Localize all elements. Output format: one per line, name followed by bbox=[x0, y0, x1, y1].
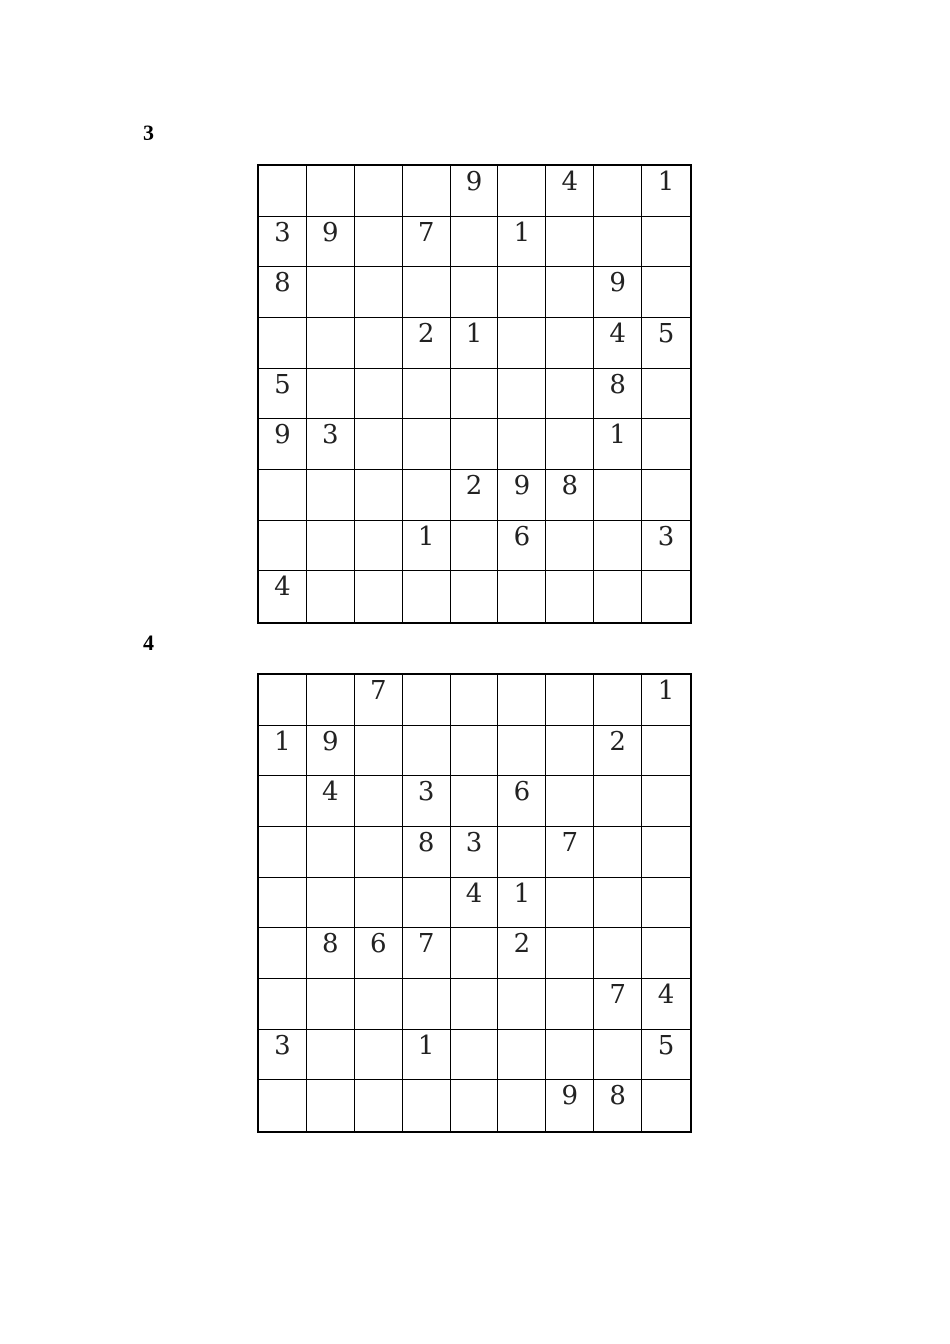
sudoku-cell bbox=[307, 419, 355, 470]
sudoku-cell bbox=[259, 878, 307, 929]
sudoku-cell bbox=[546, 776, 594, 827]
sudoku-cell bbox=[355, 267, 403, 318]
sudoku-cell bbox=[642, 1030, 690, 1081]
sudoku-cell bbox=[307, 217, 355, 268]
cell-digit: 6 bbox=[369, 929, 387, 960]
sudoku-cell bbox=[498, 571, 546, 622]
cell-digit: 7 bbox=[609, 980, 626, 1010]
sudoku-cell bbox=[594, 928, 642, 979]
sudoku-cell bbox=[355, 419, 403, 470]
sudoku-cell bbox=[642, 776, 690, 827]
sudoku-cell bbox=[259, 166, 307, 217]
sudoku-cell bbox=[546, 1030, 594, 1081]
sudoku-cell bbox=[307, 1030, 355, 1081]
cell-digit: 7 bbox=[417, 217, 435, 248]
sudoku-cell bbox=[498, 1080, 546, 1131]
cell-digit: 2 bbox=[513, 929, 531, 960]
sudoku-cell bbox=[546, 521, 594, 572]
cell-digit: 4 bbox=[274, 572, 291, 603]
sudoku-cell bbox=[546, 827, 594, 878]
sudoku-cell bbox=[355, 1030, 403, 1081]
cell-digit: 9 bbox=[513, 471, 531, 501]
cell-digit: 5 bbox=[274, 369, 291, 400]
sudoku-cell bbox=[498, 217, 546, 268]
sudoku-cell bbox=[307, 521, 355, 572]
cell-digit: 8 bbox=[274, 268, 291, 299]
sudoku-cell bbox=[642, 217, 690, 268]
sudoku-cell bbox=[307, 470, 355, 521]
sudoku-cell bbox=[259, 928, 307, 979]
cell-digit: 1 bbox=[417, 521, 435, 552]
puzzle-3-number: 3 bbox=[143, 120, 154, 145]
sudoku-cell bbox=[451, 369, 499, 420]
sudoku-cell bbox=[594, 878, 642, 929]
sudoku-cell bbox=[451, 776, 499, 827]
sudoku-cell bbox=[642, 521, 690, 572]
cell-digit: 1 bbox=[417, 1030, 435, 1061]
sudoku-cell bbox=[594, 267, 642, 318]
sudoku-cell bbox=[259, 1030, 307, 1081]
cell-digit: 6 bbox=[513, 521, 531, 552]
sudoku-cell bbox=[498, 318, 546, 369]
sudoku-cell bbox=[451, 318, 499, 369]
cell-digit: 1 bbox=[465, 319, 483, 349]
sudoku-cell bbox=[403, 318, 451, 369]
sudoku-cell bbox=[259, 470, 307, 521]
sudoku-cell bbox=[642, 1080, 690, 1131]
sudoku-cell bbox=[594, 571, 642, 622]
cell-digit: 6 bbox=[513, 777, 531, 808]
sudoku-cell bbox=[403, 369, 451, 420]
sudoku-cell bbox=[642, 571, 690, 622]
sudoku-cell bbox=[307, 726, 355, 777]
sudoku-cell bbox=[355, 979, 403, 1030]
sudoku-cell bbox=[307, 318, 355, 369]
sudoku-cell bbox=[403, 419, 451, 470]
sudoku-cell bbox=[642, 318, 690, 369]
sudoku-cell bbox=[307, 675, 355, 726]
cell-digit: 9 bbox=[322, 217, 339, 248]
sudoku-cell bbox=[259, 318, 307, 369]
sudoku-cell bbox=[403, 979, 451, 1030]
cell-digit: 9 bbox=[274, 420, 291, 451]
sudoku-cell bbox=[546, 1080, 594, 1131]
puzzle-4-number: 4 bbox=[143, 630, 154, 655]
sudoku-cell bbox=[546, 318, 594, 369]
sudoku-cell bbox=[594, 827, 642, 878]
sudoku-cell bbox=[451, 267, 499, 318]
sudoku-cell bbox=[403, 827, 451, 878]
sudoku-cell bbox=[498, 776, 546, 827]
sudoku-cell bbox=[259, 369, 307, 420]
cell-digit: 7 bbox=[369, 676, 387, 706]
sudoku-cell bbox=[259, 217, 307, 268]
sudoku-cell bbox=[403, 928, 451, 979]
sudoku-cell bbox=[594, 675, 642, 726]
cell-digit: 1 bbox=[657, 167, 675, 197]
sudoku-cell bbox=[403, 267, 451, 318]
sudoku-cell bbox=[498, 1030, 546, 1081]
sudoku-cell bbox=[498, 979, 546, 1030]
sudoku-cell bbox=[355, 928, 403, 979]
sudoku-cell bbox=[594, 470, 642, 521]
sudoku-cell bbox=[403, 776, 451, 827]
cell-digit: 9 bbox=[322, 726, 339, 757]
sudoku-cell bbox=[546, 928, 594, 979]
sudoku-cell bbox=[498, 470, 546, 521]
sudoku-cell bbox=[451, 419, 499, 470]
sudoku-cell bbox=[451, 166, 499, 217]
cell-digit: 4 bbox=[465, 878, 483, 909]
cell-digit: 8 bbox=[322, 929, 339, 960]
sudoku-cell bbox=[546, 166, 594, 217]
sudoku-cell bbox=[642, 267, 690, 318]
sudoku-cell bbox=[307, 878, 355, 929]
cell-digit: 2 bbox=[465, 471, 483, 501]
sudoku-cell bbox=[451, 1030, 499, 1081]
sudoku-cell bbox=[642, 166, 690, 217]
sudoku-cell bbox=[403, 726, 451, 777]
sudoku-cell bbox=[594, 1030, 642, 1081]
sudoku-cell bbox=[594, 318, 642, 369]
sudoku-cell bbox=[259, 675, 307, 726]
sudoku-grid-3 bbox=[257, 164, 692, 624]
sudoku-cell bbox=[498, 419, 546, 470]
sudoku-cell bbox=[594, 369, 642, 420]
sudoku-cell bbox=[642, 726, 690, 777]
sudoku-cell bbox=[642, 470, 690, 521]
sudoku-cell bbox=[355, 726, 403, 777]
sudoku-cell bbox=[307, 267, 355, 318]
sudoku-cell bbox=[594, 1080, 642, 1131]
sudoku-cell bbox=[642, 369, 690, 420]
sudoku-cell bbox=[546, 470, 594, 521]
sudoku-cell bbox=[498, 521, 546, 572]
sudoku-cell bbox=[546, 419, 594, 470]
sudoku-cell bbox=[498, 928, 546, 979]
cell-digit: 8 bbox=[417, 828, 435, 858]
sudoku-cell bbox=[451, 521, 499, 572]
cell-digit: 1 bbox=[513, 878, 531, 909]
sudoku-cell bbox=[451, 928, 499, 979]
sudoku-cell bbox=[403, 675, 451, 726]
sudoku-cell bbox=[355, 571, 403, 622]
sudoku-cell bbox=[498, 878, 546, 929]
sudoku-cell bbox=[546, 267, 594, 318]
cell-digit: 4 bbox=[609, 319, 626, 349]
cell-digit: 1 bbox=[513, 217, 531, 248]
cell-digit: 2 bbox=[417, 319, 435, 349]
sudoku-cell bbox=[451, 726, 499, 777]
sudoku-cell bbox=[355, 776, 403, 827]
sudoku-cell bbox=[403, 217, 451, 268]
cell-digit: 3 bbox=[322, 420, 339, 451]
sudoku-cell bbox=[498, 827, 546, 878]
sudoku-cell bbox=[451, 675, 499, 726]
sudoku-cell bbox=[259, 521, 307, 572]
sudoku-cell bbox=[594, 521, 642, 572]
sudoku-cell bbox=[259, 726, 307, 777]
sudoku-cell bbox=[498, 675, 546, 726]
cell-digit: 5 bbox=[657, 1030, 675, 1061]
sudoku-cell bbox=[451, 470, 499, 521]
sudoku-cell bbox=[307, 369, 355, 420]
cell-digit: 1 bbox=[609, 420, 626, 451]
sudoku-cell bbox=[451, 217, 499, 268]
sudoku-cell bbox=[259, 419, 307, 470]
sudoku-cell bbox=[594, 776, 642, 827]
sudoku-cell bbox=[451, 979, 499, 1030]
sudoku-cell bbox=[259, 979, 307, 1030]
cell-digit: 4 bbox=[322, 777, 339, 808]
sudoku-grid-4 bbox=[257, 673, 692, 1133]
sudoku-cell bbox=[355, 470, 403, 521]
cell-digit: 7 bbox=[561, 828, 579, 858]
sudoku-cell bbox=[642, 419, 690, 470]
sudoku-cell bbox=[594, 166, 642, 217]
sudoku-cell bbox=[546, 675, 594, 726]
sudoku-cell bbox=[307, 1080, 355, 1131]
sudoku-cell bbox=[498, 267, 546, 318]
sudoku-cell bbox=[642, 675, 690, 726]
sudoku-cell bbox=[451, 878, 499, 929]
sudoku-cell bbox=[355, 878, 403, 929]
sudoku-cell bbox=[594, 979, 642, 1030]
sudoku-cell bbox=[403, 166, 451, 217]
sudoku-cell bbox=[259, 267, 307, 318]
sudoku-cell bbox=[451, 1080, 499, 1131]
sudoku-cell bbox=[498, 166, 546, 217]
sudoku-cell bbox=[355, 675, 403, 726]
sudoku-cell bbox=[642, 878, 690, 929]
sudoku-cell bbox=[451, 827, 499, 878]
sudoku-cell bbox=[355, 369, 403, 420]
cell-digit: 7 bbox=[417, 929, 435, 960]
sudoku-cell bbox=[546, 726, 594, 777]
sudoku-cell bbox=[594, 726, 642, 777]
sudoku-cell bbox=[546, 217, 594, 268]
sudoku-cell bbox=[403, 1030, 451, 1081]
cell-digit: 3 bbox=[465, 828, 483, 858]
cell-digit: 4 bbox=[561, 167, 579, 197]
sudoku-cell bbox=[355, 521, 403, 572]
cell-digit: 8 bbox=[609, 1081, 626, 1112]
sudoku-cell bbox=[355, 827, 403, 878]
sudoku-cell bbox=[307, 166, 355, 217]
sudoku-cell bbox=[307, 928, 355, 979]
sudoku-cell bbox=[355, 318, 403, 369]
cell-digit: 3 bbox=[657, 521, 675, 552]
sudoku-cell bbox=[259, 827, 307, 878]
cell-digit: 8 bbox=[609, 369, 626, 400]
cell-digit: 8 bbox=[561, 471, 579, 501]
sudoku-cell bbox=[259, 776, 307, 827]
sudoku-cell bbox=[355, 217, 403, 268]
sudoku-cell bbox=[307, 827, 355, 878]
sudoku-cell bbox=[355, 1080, 403, 1131]
sudoku-cell bbox=[546, 571, 594, 622]
sudoku-cell bbox=[403, 470, 451, 521]
sudoku-cell bbox=[259, 571, 307, 622]
cell-digit: 2 bbox=[609, 726, 626, 757]
sudoku-cell bbox=[498, 726, 546, 777]
sudoku-cell bbox=[642, 928, 690, 979]
sudoku-cell bbox=[355, 166, 403, 217]
sudoku-cell bbox=[403, 878, 451, 929]
cell-digit: 3 bbox=[274, 1030, 291, 1061]
cell-digit: 3 bbox=[274, 217, 291, 248]
sudoku-cell bbox=[259, 1080, 307, 1131]
sudoku-cell bbox=[498, 369, 546, 420]
cell-digit: 1 bbox=[274, 726, 291, 757]
sudoku-cell bbox=[451, 571, 499, 622]
cell-digit: 4 bbox=[657, 980, 675, 1010]
cell-digit: 5 bbox=[657, 319, 675, 349]
sudoku-cell bbox=[307, 776, 355, 827]
sudoku-cell bbox=[642, 827, 690, 878]
cell-digit: 9 bbox=[609, 268, 626, 299]
sudoku-cell bbox=[403, 571, 451, 622]
sudoku-cell bbox=[307, 979, 355, 1030]
sudoku-cell bbox=[403, 1080, 451, 1131]
sudoku-cell bbox=[546, 369, 594, 420]
sudoku-cell bbox=[546, 979, 594, 1030]
cell-digit: 9 bbox=[561, 1081, 579, 1112]
sudoku-cell bbox=[642, 979, 690, 1030]
sudoku-cell bbox=[594, 419, 642, 470]
cell-digit: 9 bbox=[465, 167, 483, 197]
sudoku-cell bbox=[546, 878, 594, 929]
cell-digit: 1 bbox=[657, 676, 675, 706]
sudoku-cell bbox=[307, 571, 355, 622]
sudoku-cell bbox=[403, 521, 451, 572]
cell-digit: 3 bbox=[417, 777, 435, 808]
sudoku-cell bbox=[594, 217, 642, 268]
